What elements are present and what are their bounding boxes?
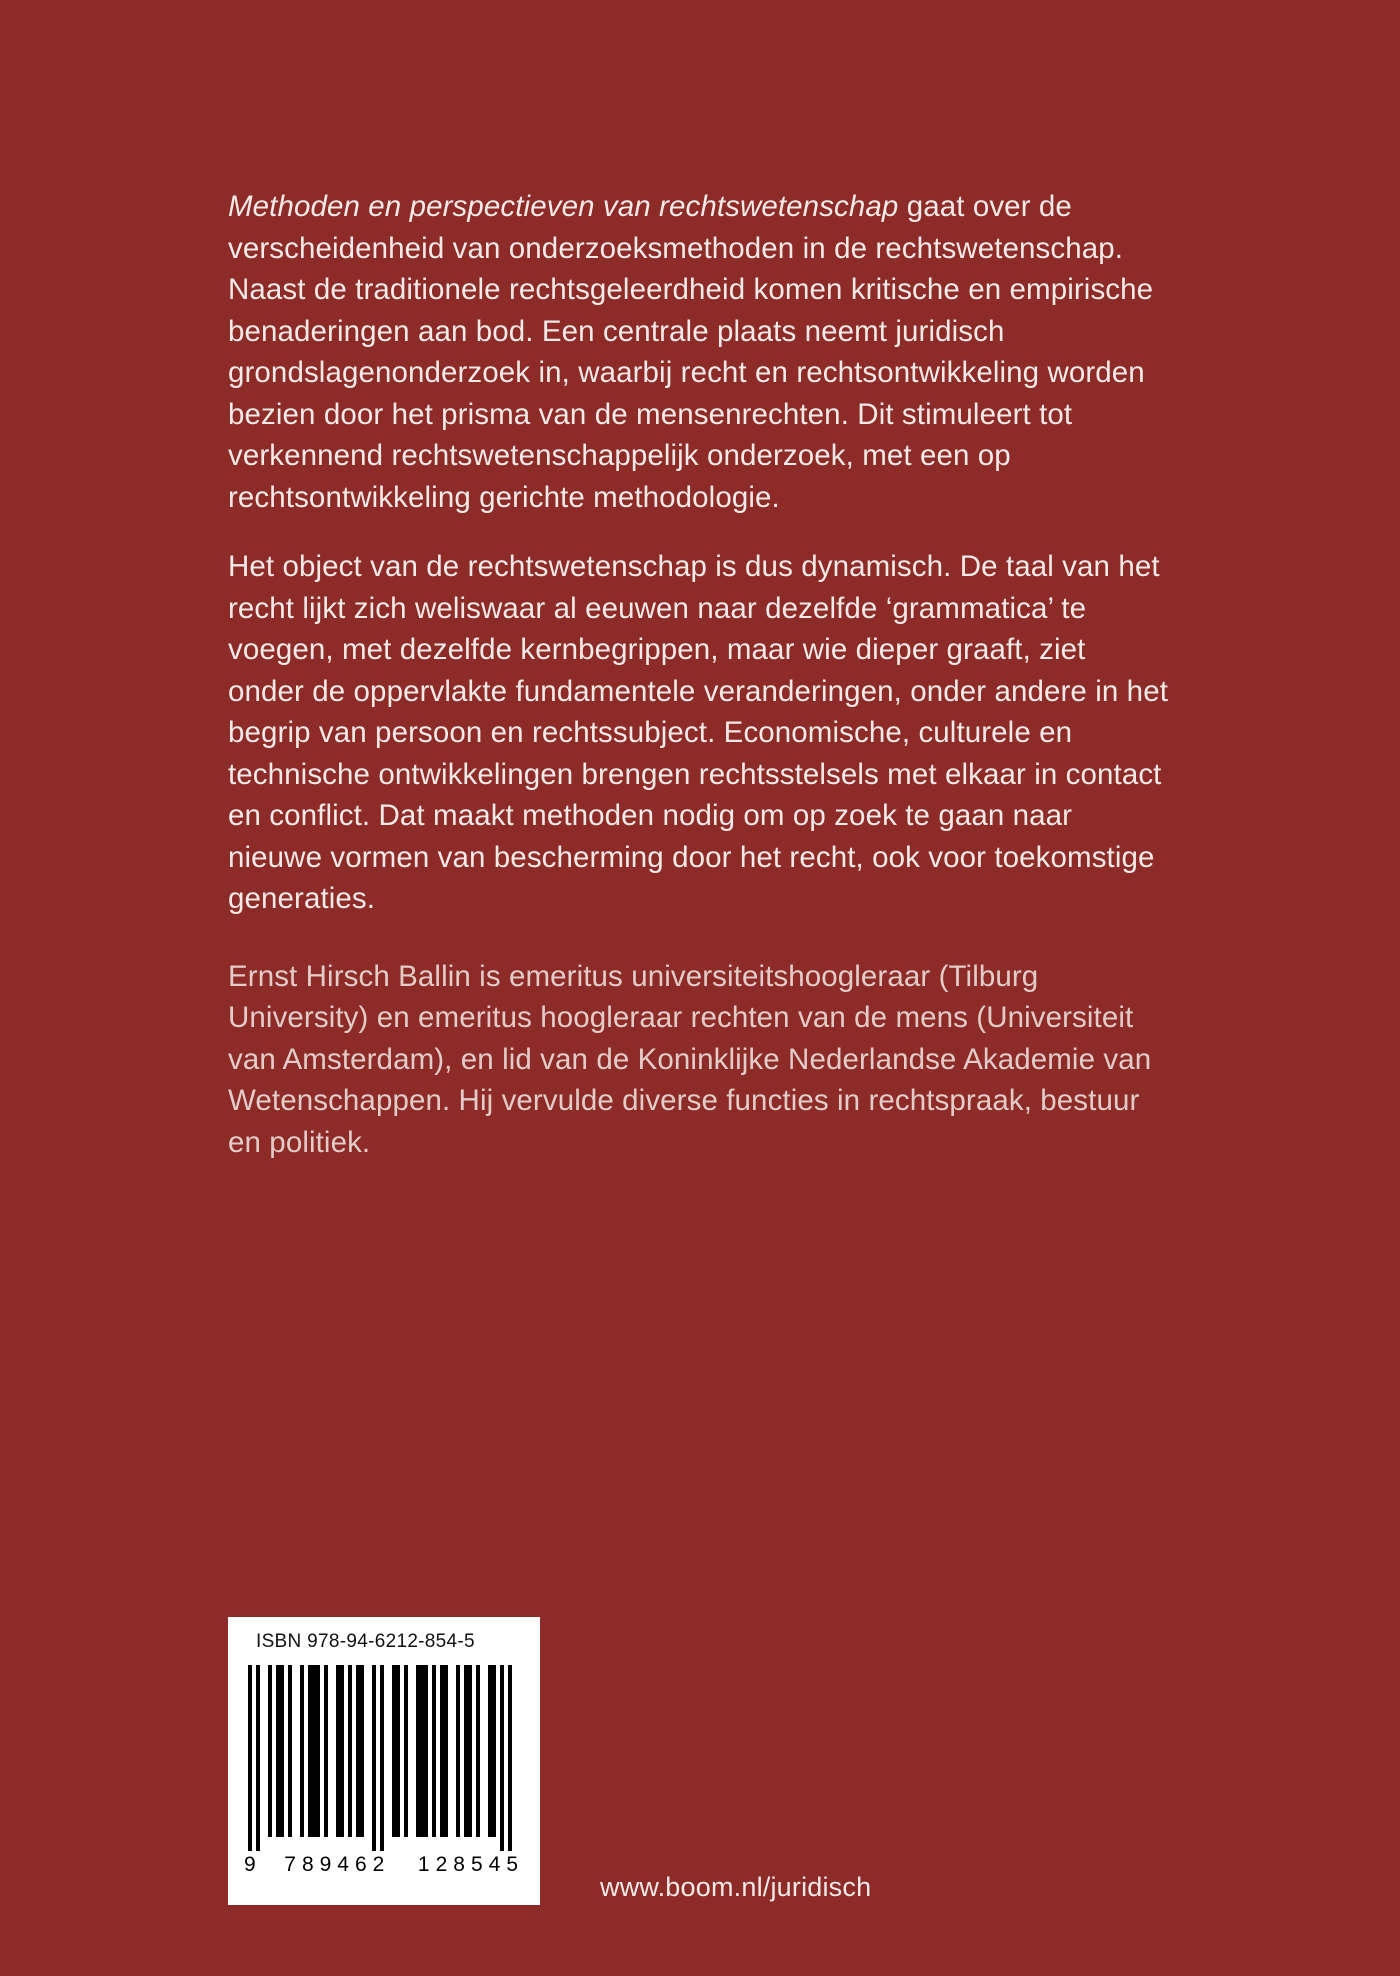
barcode-bars-icon xyxy=(248,1665,520,1851)
paragraph-book-description-rest: gaat over de verscheidenheid van onderzoeksmethoden in de rechtswetenschap. Naast de traditionele rechtsgeleerdheid komen kritische en empirische benaderingen aan bod. Een centrale plaats neemt juridisch grondslagenonderzoek in, waarbij recht en rechtsontwikkeling worden bezien door het prisma van de mensenrechten. Dit stimuleert tot verkennend rechtswetenschappelijk onderzoek, met een op rechtsontwikkeling gerichte methodologie. xyxy=(228,190,1154,514)
barcode-digit-group-1: 789462 xyxy=(284,1853,391,1876)
paragraph-book-description xyxy=(228,186,1168,518)
barcode-digit-leading: 9 xyxy=(244,1853,257,1876)
paragraph-dynamic-object: Het object van de rechtswetenschap is dus dynamisch. De taal van het recht lijkt zich weliswaar al eeuwen naar dezelfde ‘grammatica’ te voegen, met dezelfde kernbegrippen, maar wie dieper graaft, ziet onder de oppervlakte fundamentele veranderingen, onder andere in het begrip van persoon en rechtssubject. Economische, culturele en technische ontwikkelingen brengen rechtsstelsels met elkaar in contact en conflict. Dat maakt methoden nodig om op zoek te gaan naar nieuwe vormen van bescherming door het recht, ook voor toekomstige generaties. xyxy=(228,550,1168,915)
isbn-label: ISBN 978-94-6212-854-5 xyxy=(256,1631,475,1652)
book-title-italic: Methoden en perspectieven van rechtswetenschap xyxy=(228,190,899,223)
barcode-digit-group-2: 128545 xyxy=(417,1853,524,1876)
barcode-block xyxy=(228,1617,540,1905)
barcode-digits xyxy=(244,1853,524,1877)
publisher-website[interactable]: www.boom.nl/juridisch xyxy=(600,1872,872,1902)
paragraph-author-bio: Ernst Hirsch Ballin is emeritus universiteitshoogleraar (Tilburg University) en emeritus hoogleraar rechten van de mens (Universiteit van Amsterdam), en lid van de Koninklijke Nederlandse Akademie van Wetenschappen. Hij vervulde diverse functies in rechtspraak, bestuur en politiek. xyxy=(228,959,1152,1159)
blurb-text-block xyxy=(228,186,1168,1191)
